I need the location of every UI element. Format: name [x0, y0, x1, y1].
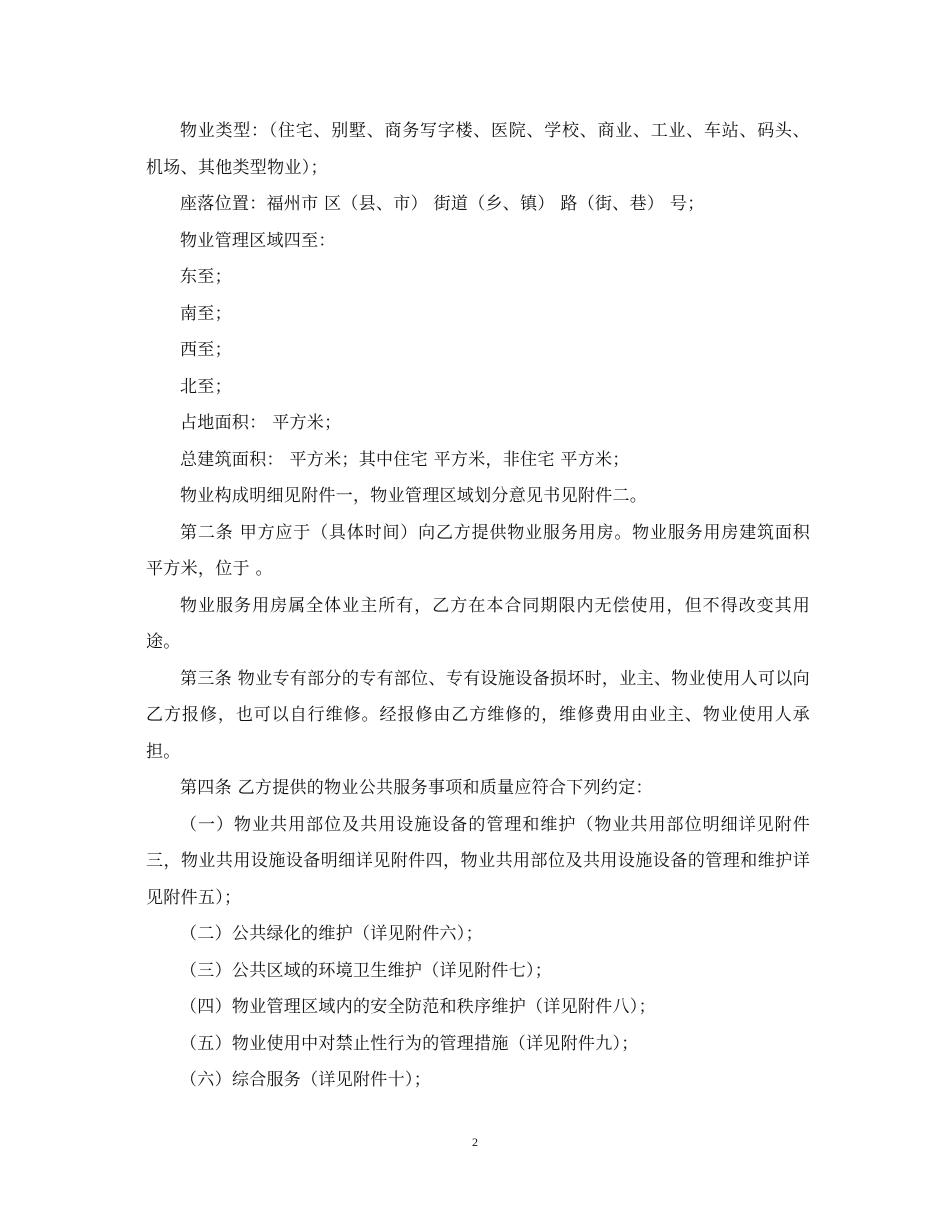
paragraph-south-boundary: 南至；	[180, 303, 232, 324]
document-body	[146, 113, 810, 1099]
paragraph-article-3: 第三条 物业专有部分的专有部位、专有设施设备损坏时，业主、物业使用人可以向乙方报修，也可以自行维修。经报修由乙方维修的，维修费用由业主、物业使用人承担。	[146, 668, 810, 762]
paragraph-location: 座落位置：福州市 区（县、市） 街道（乡、镇） 路（街、巷） 号；	[180, 194, 705, 214]
paragraph-west-boundary: 西至；	[180, 340, 232, 360]
paragraph-land-area: 占地面积： 平方米；	[180, 413, 342, 433]
list-item-4: （四）物业管理区域内的安全防范和秩序维护（详见附件八）；	[180, 997, 656, 1017]
paragraph-article-2: 第二条 甲方应于（具体时间）向乙方提供物业服务用房。物业服务用房建筑面积 平方米，位于 。	[146, 522, 810, 579]
paragraph-boundaries-heading: 物业管理区域四至：	[180, 230, 336, 251]
page-number: 2	[472, 1135, 478, 1149]
paragraph-article-4: 第四条 乙方提供的物业公共服务事项和质量应符合下列约定：	[180, 778, 653, 798]
paragraph-north-boundary: 北至；	[180, 376, 232, 397]
paragraph-property-type: 物业类型：（住宅、别墅、商务写字楼、医院、学校、商业、工业、车站、码头、机场、其他类型物业）；	[146, 121, 810, 178]
list-item-3: （三）公共区域的环境卫生维护（详见附件七）；	[180, 960, 553, 981]
list-item-6: （六）综合服务（详见附件十）；	[180, 1070, 431, 1090]
paragraph-annex-reference: 物业构成明细见附件一，物业管理区域划分意见书见附件二。	[180, 486, 648, 506]
paragraph-floor-area: 总建筑面积： 平方米；其中住宅 平方米，非住宅 平方米；	[180, 449, 630, 470]
list-item-2: （二）公共绿化的维护（详见附件六）；	[180, 924, 483, 944]
list-item-1: （一）物业共用部位及共用设施设备的管理和维护（物业共用部位明细详见附件三，物业共用设施设备明细详见附件四，物业共用部位及共用设施设备的管理和维护详见附件五）；	[146, 814, 810, 908]
list-item-5: （五）物业使用中对禁止性行为的管理措施（详见附件九）；	[180, 1033, 639, 1054]
paragraph-service-room-ownership: 物业服务用房属全体业主所有，乙方在本合同期限内无偿使用，但不得改变其用途。	[146, 595, 810, 652]
paragraph-east-boundary: 东至；	[180, 267, 232, 287]
